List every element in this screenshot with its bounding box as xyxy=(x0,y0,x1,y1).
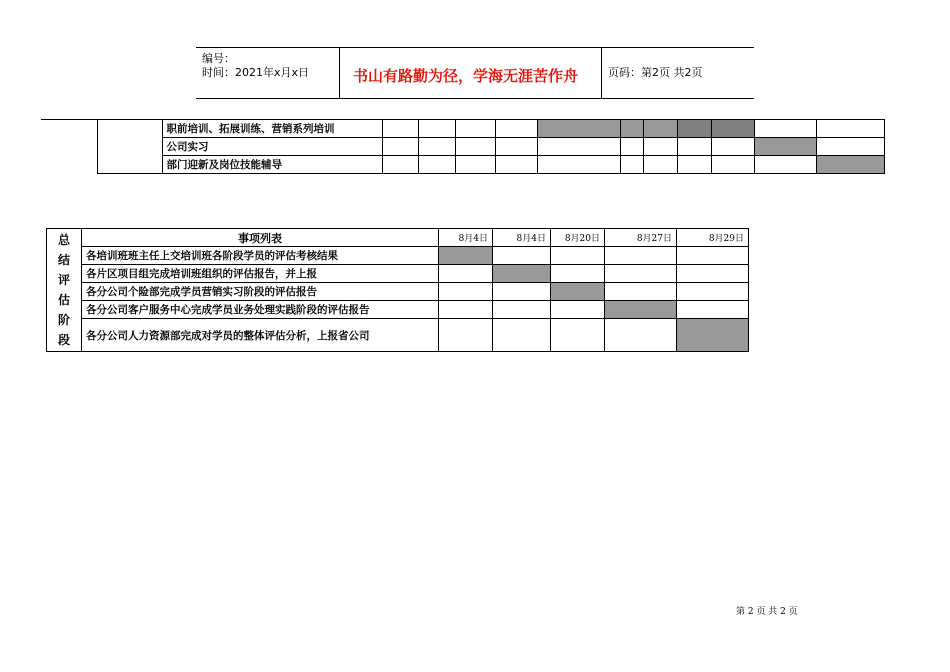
task-label: 各分公司客户服务中心完成学员业务处理实践阶段的评估报告 xyxy=(82,301,439,319)
schedule-cell xyxy=(711,156,754,174)
schedule-cell xyxy=(816,120,884,138)
schedule-cell xyxy=(643,138,677,156)
activity-label: 职前培训、拓展训练、营销系列培训 xyxy=(162,120,382,138)
table-row xyxy=(41,120,884,138)
schedule-cell xyxy=(620,120,643,138)
schedule-cell xyxy=(439,265,493,283)
schedule-cell xyxy=(495,156,537,174)
schedule-cell xyxy=(605,247,677,265)
schedule-cell xyxy=(677,283,749,301)
schedule-cell xyxy=(455,156,495,174)
schedule-cell xyxy=(551,283,605,301)
table-row xyxy=(41,156,884,174)
schedule-cell xyxy=(754,138,816,156)
schedule-cell xyxy=(418,156,455,174)
schedule-cell xyxy=(418,120,455,138)
schedule-cell xyxy=(439,247,493,265)
schedule-cell xyxy=(493,265,551,283)
schedule-cell xyxy=(382,138,418,156)
phase-cell xyxy=(41,156,97,174)
table-row xyxy=(47,283,749,301)
schedule-cell xyxy=(455,120,495,138)
schedule-cell xyxy=(677,265,749,283)
schedule-cell xyxy=(677,247,749,265)
schedule-cell xyxy=(537,120,620,138)
document-date: 时间：2021年x月x日 xyxy=(202,66,310,79)
training-schedule-table xyxy=(41,119,885,174)
schedule-cell xyxy=(493,301,551,319)
schedule-cell xyxy=(495,138,537,156)
schedule-cell xyxy=(551,301,605,319)
activity-label: 公司实习 xyxy=(162,138,382,156)
task-label: 各片区项目组完成培训班组织的评估报告，并上报 xyxy=(82,265,439,283)
table-row xyxy=(41,138,884,156)
schedule-cell xyxy=(605,265,677,283)
schedule-cell xyxy=(816,138,884,156)
motto-text: 书山有路勤为径，学海无涯苦作舟 xyxy=(353,67,579,85)
schedule-cell xyxy=(605,319,677,352)
category-cell xyxy=(97,120,162,138)
page-footer: 第 2 页 共 2 页 xyxy=(736,607,798,617)
evaluation-phase-table xyxy=(46,228,749,352)
table-row xyxy=(47,319,749,352)
activity-label: 部门迎新及岗位技能辅导 xyxy=(162,156,382,174)
schedule-cell xyxy=(382,156,418,174)
schedule-cell xyxy=(551,319,605,352)
category-cell xyxy=(97,156,162,174)
schedule-cell xyxy=(605,301,677,319)
table-row xyxy=(47,247,749,265)
schedule-cell xyxy=(382,120,418,138)
schedule-cell xyxy=(551,265,605,283)
schedule-cell xyxy=(620,156,643,174)
schedule-cell xyxy=(711,138,754,156)
phase-cell xyxy=(41,138,97,156)
schedule-cell xyxy=(711,120,754,138)
schedule-cell xyxy=(537,138,620,156)
header-divider xyxy=(339,48,340,98)
table-row xyxy=(47,265,749,283)
date-header: 8月4日 xyxy=(493,229,551,247)
column-header: 事项列表 xyxy=(82,229,439,247)
schedule-cell xyxy=(551,247,605,265)
schedule-cell xyxy=(754,120,816,138)
schedule-cell xyxy=(439,283,493,301)
schedule-cell xyxy=(677,156,711,174)
schedule-cell xyxy=(537,156,620,174)
date-header: 8月27日 xyxy=(605,229,677,247)
schedule-cell xyxy=(495,120,537,138)
schedule-cell xyxy=(677,319,749,352)
phase-cell xyxy=(41,120,97,138)
date-header: 8月4日 xyxy=(439,229,493,247)
schedule-cell xyxy=(677,301,749,319)
page-code: 页码：第2页 共2页 xyxy=(608,66,703,79)
task-label: 各培训班班主任上交培训班各阶段学员的评估考核结果 xyxy=(82,247,439,265)
schedule-cell xyxy=(418,138,455,156)
schedule-cell xyxy=(643,156,677,174)
schedule-cell xyxy=(620,138,643,156)
schedule-cell xyxy=(816,156,884,174)
schedule-cell xyxy=(643,120,677,138)
schedule-cell xyxy=(605,283,677,301)
schedule-cell xyxy=(677,138,711,156)
header-divider xyxy=(601,48,602,98)
task-label: 各分公司个险部完成学员营销实习阶段的评估报告 xyxy=(82,283,439,301)
date-header: 8月29日 xyxy=(677,229,749,247)
schedule-cell xyxy=(439,319,493,352)
table-header-row xyxy=(47,229,749,247)
phase-label: 总结评估阶段 xyxy=(47,229,82,352)
schedule-cell xyxy=(455,138,495,156)
schedule-cell xyxy=(493,283,551,301)
schedule-cell xyxy=(493,247,551,265)
schedule-cell xyxy=(439,301,493,319)
page-header xyxy=(196,47,754,99)
task-label: 各分公司人力资源部完成对学员的整体评估分析，上报省公司 xyxy=(82,319,439,352)
document-number: 编号： xyxy=(202,52,235,65)
date-header: 8月20日 xyxy=(551,229,605,247)
schedule-cell xyxy=(754,156,816,174)
category-cell xyxy=(97,138,162,156)
schedule-cell xyxy=(677,120,711,138)
schedule-cell xyxy=(493,319,551,352)
table-row xyxy=(47,301,749,319)
